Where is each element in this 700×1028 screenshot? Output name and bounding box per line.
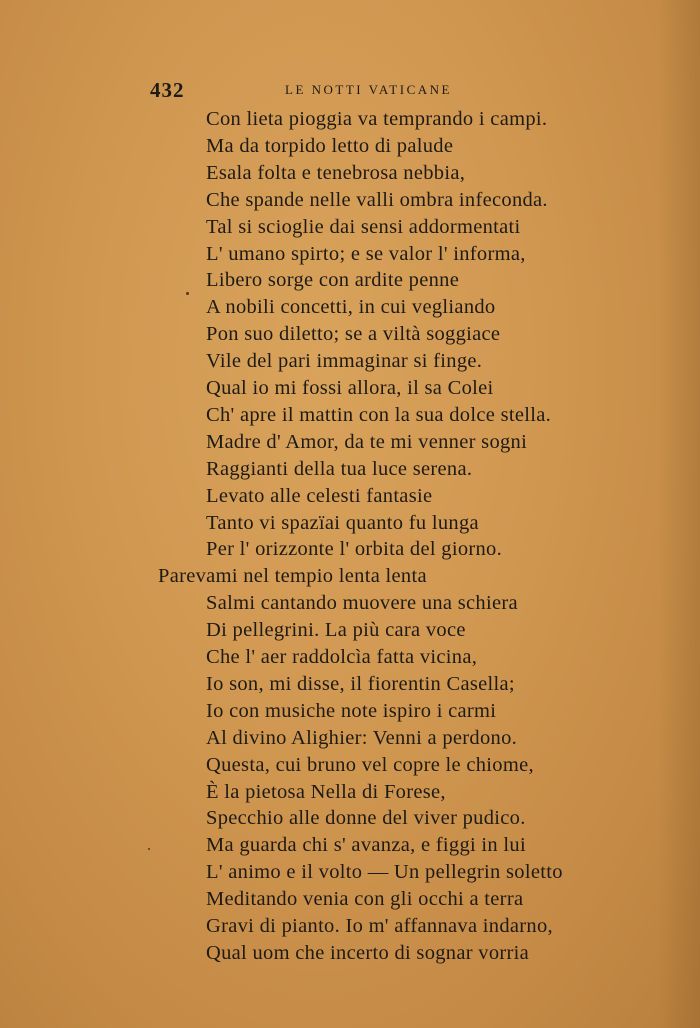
ink-speck	[186, 292, 189, 295]
verse-line: Parevami nel tempio lenta lenta	[158, 565, 427, 588]
verse-line: L' umano spirto; e se valor l' informa,	[206, 242, 526, 265]
verse-line: Io son, mi disse, il fiorentin Casella;	[206, 672, 515, 695]
verse-line: Ch' apre il mattin con la sua dolce stella.	[206, 403, 552, 426]
verse-line: A nobili concetti, in cui vegliando	[206, 296, 496, 319]
verse-line: Tal si scioglie dai sensi addormentati	[206, 215, 521, 238]
page-header	[0, 78, 700, 102]
page-edge-shadow	[658, 0, 700, 1028]
verse-line: Ma da torpido letto di palude	[206, 134, 454, 157]
verse-line: Levato alle celesti fantasie	[206, 484, 433, 507]
running-head: LE NOTTI VATICANE	[285, 82, 452, 97]
verse-line: Libero sorge con ardite penne	[206, 269, 460, 292]
verse-line: Qual uom che incerto di sognar vorria	[206, 941, 530, 964]
verse-line: È la pietosa Nella di Forese,	[206, 780, 446, 803]
page-number: 432	[150, 78, 185, 102]
verse-line: Che spande nelle valli ombra infeconda.	[206, 188, 548, 211]
verse-line: Qual io mi fossi allora, il sa Colei	[206, 377, 494, 399]
verse-line: Esala folta e tenebrosa nebbia,	[206, 161, 466, 184]
verse-line: Salmi cantando muovere una schiera	[206, 592, 518, 615]
verse-line: Tanto vi spazïai quanto fu lunga	[206, 511, 479, 534]
verse-line: Questa, cui bruno vel copre le chiome,	[206, 753, 534, 776]
verse-line: Di pellegrini. La più cara voce	[206, 619, 466, 642]
verse-line: Io con musiche note ispiro i carmi	[206, 699, 497, 722]
verse-line: Specchio alle donne del viver pudico.	[206, 807, 526, 830]
verse-line: Ma guarda chi s' avanza, e figgi in lui	[206, 834, 526, 857]
verse-line: L' animo e il volto — Un pellegrin soletto	[206, 861, 563, 884]
verse-line: Raggianti della tua luce serena.	[206, 457, 473, 480]
verse-line: Che l' aer raddolcìa fatta vicina,	[206, 646, 478, 668]
verse-line: Madre d' Amor, da te mi venner sogni	[206, 430, 528, 453]
ink-speck	[148, 848, 150, 850]
verse-line: Vile del pari immaginar si finge.	[206, 350, 483, 373]
verse-line: Con lieta pioggia va temprando i campi.	[206, 108, 548, 130]
verse-line: Per l' orizzonte l' orbita del giorno.	[206, 538, 503, 561]
verse-line: Gravi di pianto. Io m' affannava indarno,	[206, 915, 553, 937]
verse-line: Meditando venia con gli occhi a terra	[206, 888, 524, 911]
verse-line: Pon suo diletto; se a viltà soggiace	[206, 323, 501, 346]
verse-line: Al divino Alighier: Venni a perdono.	[206, 726, 518, 749]
